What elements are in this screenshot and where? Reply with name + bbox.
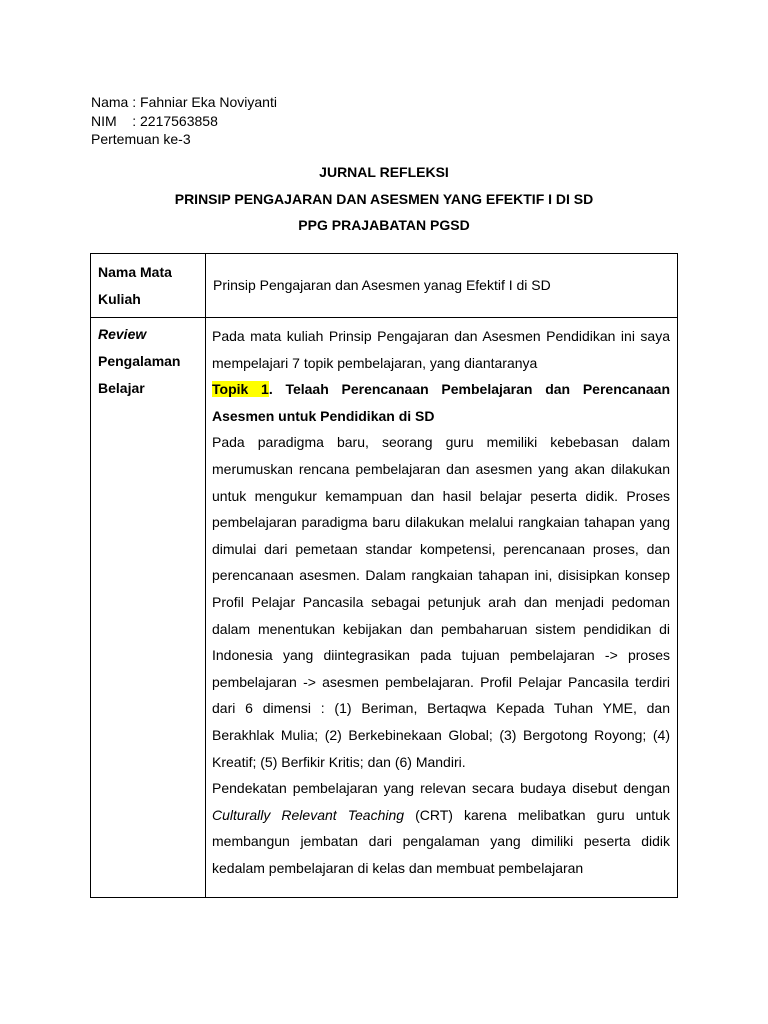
- topik-heading: [212, 376, 670, 429]
- course-name: Prinsip Pengajaran dan Asesmen yanag Efektif I di SD: [213, 277, 551, 293]
- review-content-cell: [206, 318, 678, 898]
- document-titles: [0, 162, 768, 242]
- paragraph2-end: (CRT) karena melibatkan guru untuk membangun jembatan dari pengalaman yang dimiliki peserta didik kedalam pembelajaran di kelas dan membuat pembelajaran: [212, 806, 670, 876]
- title-course: PRINSIP PENGAJARAN DAN ASESMEN YANG EFEKTIF I DI SD: [174, 190, 594, 207]
- review-label-review: Review: [98, 326, 147, 342]
- student-nim: NIM : 2217563858: [91, 112, 218, 129]
- course-label-line1: Nama Mata: [98, 264, 172, 280]
- review-label-pengalaman: Pengalaman: [98, 353, 181, 369]
- review-label-belajar: Belajar: [98, 380, 145, 396]
- title-program: PPG PRAJABATAN PGSD: [298, 217, 470, 233]
- review-label-cell: [91, 318, 206, 898]
- topik-title: . Telaah Perencanaan Pembelajaran dan Perencanaan Asesmen untuk Pendidikan di SD: [212, 381, 671, 424]
- review-label: [91, 318, 205, 402]
- title-jurnal: JURNAL REFLEKSI: [319, 164, 449, 180]
- meeting-number: Pertemuan ke-3: [91, 131, 191, 147]
- student-name: Nama : Fahniar Eka Noviyanti: [91, 94, 277, 110]
- table-row-review: [91, 318, 678, 898]
- student-header: [91, 93, 277, 149]
- review-paragraph-2: [212, 775, 670, 881]
- table-row-course: [91, 254, 678, 318]
- course-label: [91, 254, 205, 313]
- review-content: [206, 318, 677, 895]
- review-intro: Pada mata kuliah Prinsip Pengajaran dan Asesmen Pendidikan ini saya mempelajari 7 topik pembelajaran, yang diantaranya: [212, 328, 670, 371]
- topik-label: Topik 1: [212, 381, 269, 398]
- reflection-table: [90, 253, 678, 898]
- course-value-cell: [206, 254, 678, 318]
- course-label-cell: [91, 254, 206, 318]
- paragraph2-italic: Culturally Relevant Teaching: [212, 806, 405, 823]
- review-paragraph-1: Pada paradigma baru, seorang guru memiliki kebebasan dalam merumuskan rencana pembelajaran dan asesmen yang akan dilakukan untuk mengukur kemampuan dan hasil belajar peserta didik. Proses pembelajaran paradigma baru dilakukan melalui rangkaian tahapan yang dimulai dari pemetaan standar kompetensi, perencanaan proses, dan perencanaan asesmen. Dalam rangkaian tahapan ini, disisipkan konsep Profil Pelajar Pancasila sebagai petunjuk arah dan menjadi pedoman dalam menentukan kebijakan dan pembaharuan sistem pendidikan di Indonesia yang diintegrasikan pada tujuan pembelajaran -> proses pembelajaran -> asesmen pembelajaran. Profil Pelajar Pancasila terdiri dari 6 dimensi : (1) Beriman, Bertaqwa Kepada Tuhan YME, dan Berakhlak Mulia; (2) Berkebinekaan Global; (3) Bergotong Royong; (4) Kreatif; (5) Berfikir Kritis; dan (6) Mandiri.: [212, 434, 670, 770]
- course-label-line2: Kuliah: [98, 291, 141, 307]
- paragraph2-start: Pendekatan pembelajaran yang relevan secara budaya disebut dengan: [212, 780, 670, 797]
